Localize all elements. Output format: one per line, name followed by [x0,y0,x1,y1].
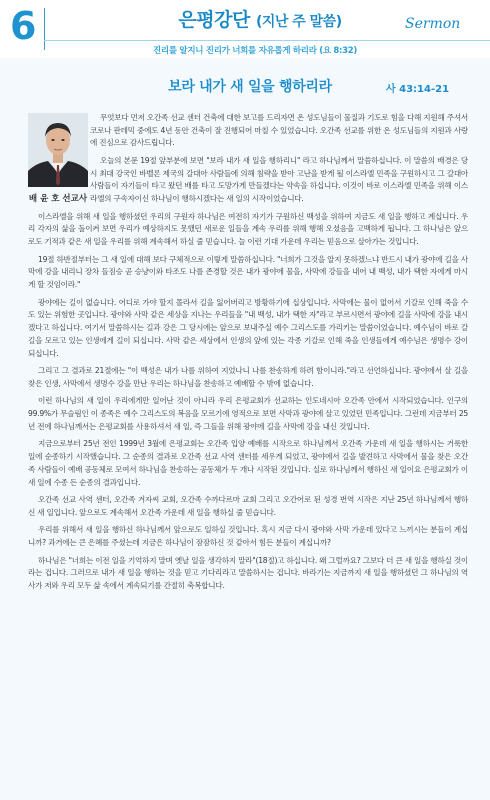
body-paragraph: 이런 하나님의 새 일이 우리에게만 일어난 것이 아니라 우리 은평교회가 선교하는 인도네시아 오간족 안에서 시작되었습니다. 인구의 99.9%가 무슬림인 이 종족은 예수 그리스도의 복음을 모르기에 영적으로 보면 사막과 광야에 살고 있었던 민족입니다. 그런데 지금부터 25년 전에 하나님께서는 은평교회를 사용하셔서 새 일, 즉 그들을 위해 광야에 길을 사막에 강을 내신 것입니다. [28,396,468,431]
sermon-body [28,112,468,598]
body-paragraph: 지금으로부터 25년 전인 1999년 3월에 은평교회는 오간족 입양 예배를 시작으로 하나님께서 오간족 가운데 새 일을 행하시는 거룩한 일에 순종하기 시작했습니다. 그 순종의 결과로 오간족 선교 사역 센터를 세우게 되었고, 광야에서 길을 발견하고 사막에서 물을 찾은 오간족 사람들이 예배 공동체로 모여서 하나님을 찬송하는 공동체가 두 개나 시작된 것입니다. 실로 하나님께서 행하신 새 일이요 은평교회가 이 새 일에 수종 든 순종의 결과입니다. [28,439,468,487]
body-paragraph: 오간족 선교 사역 센터, 오간족 겨자씨 교회, 오간족 수까다르마 교회 그리고 오간어로 된 성경 번역 시작은 지난 25년 하나님께서 행하신 새 일입니다. 앞으로도 계속해서 오간족 가운데 새 일을 행하실 줄 믿습니다. [28,495,468,517]
body-paragraph: 이스라엘을 위해 새 일을 행하셨던 우리의 구원자 하나님은 여전히 자기가 구원하신 백성을 위하여 지금도 새 일을 행하고 계십니다. 우리 각자의 삶을 돌이켜 보면 우리가 예상하지도 못했던 새로운 일들을 계속 우리를 위해 행해 오셨음을 고백하게 됩니다. 그 하나님은 앞으로도 기적과 같은 새 일을 우리를 위해 계속해서 하실 줄 믿습니다. 늘 이런 기대 가운데 우리는 믿음으로 살아가는 것입니다. [28,211,468,247]
body-paragraph: 그리고 그 결과로 21절에는 "이 백성은 내가 나를 위하여 지었나니 나를 찬송하게 하려 함이니라."라고 선언하십니다. 광야에서 살 길을 찾은 인생, 사막에서 생명수 강을 만난 우리는 하나님을 찬송하고 예배할 수 밖에 없습니다. [28,366,468,388]
body-paragraph: 우리를 위해서 새 일을 행하신 하나님께서 앞으로도 일하실 것입니다. 혹시 지금 다시 광야와 사막 가운데 있다고 느끼시는 분들이 계십니까? 과거에는 큰 은혜를 주셨는데 지금은 하나님이 잠잠하신 것 같아서 힘든 분들이 계십니까? [28,525,468,548]
scripture-reference: 사 43:14-21 [386,84,450,95]
body-paragraph: 19절 하반절부터는 그 새 일에 대해 보다 구체적으로 이렇게 말씀하십니다. "너희가 그것을 알지 못하겠느냐 반드시 내가 광야에 길을 사막에 강을 내리니 장차 들짐승 곧 승냥이와 타조도 나를 존경할 것은 내가 광야에 물을, 사막에 강들을 내어 내 백성, 내가 택한 자에게 마시게 할 것임이라." [28,254,468,290]
column-title-main: 은평강단 [178,9,250,31]
body-paragraph: 오늘의 본문 19절 앞부분에 보면 "보라 내가 새 일을 행하리니" 라고 하나님께서 말씀하십니다. 이 말씀의 배경은 당시 최대 강국인 바벨론 제국의 갈대아 사람들에 의해 침략을 받아 고난을 받게 될 이스라엘 민족을 구원하시고 그 갈대아 사람들이 자기들이 타고 왔던 배를 타고 도망가게 만들겠다는 약속을 하십니다. 이것이 바로 이스라엘 민족을 위해 이스라엘의 구속자이신 하나님이 행하시겠다는 새 일의 시작이었습니다. [90,156,468,204]
column-title [110,5,410,32]
header-horizontal-rule [44,40,490,41]
pastor-name: 배 윤 호 선교사 [28,194,88,204]
body-paragraph: 무엇보다 먼저 오간족 선교 센터 건축에 대한 보고를 드리자면 온 성도님들이 물질과 기도로 힘을 다해 지원해 주셔서 코로나 판데믹 중에도 4년 동안 건축이 잘 진행되어 마칠 수 있었습니다. 오간족 선교를 위한 온 성도님들의 지원과 사랑에 진심으로 감사드립니다. [90,113,468,148]
page-header [0,0,490,58]
tagline: 진리를 알지니 진리가 너희를 자유롭게 하리라 (요 8:32) [153,46,357,56]
body-paragraph: 광야에는 길이 없습니다. 어디로 가야 할지 몰라서 길을 잃어버리고 방황하기에 십상입니다. 사막에는 물이 없어서 기갈로 인해 죽을 수도 있는 위험한 곳입니다. 광야와 사막 같은 세상을 지나는 우리들을 "내 백성, 내가 택한 자"라고 부르시면서 광야에 길을 사막에 강을 내시겠다고 하십니다. 여기서 말씀하시는 길과 강은 그 당시에는 앞으로 보내주실 예수 그리스도를 가리키는 말씀이었습니다. 예수님이 바로 갈 길을 모르고 있는 인생에게 길이 되십니다. 사막 같은 세상에서 인생의 앞에 있는 각종 기갈로 인해 죽을 인생들에게 예수님은 생명수 강이 되십니다. [28,297,468,358]
column-title-sub: (지난 주 말씀) [255,14,342,30]
sermon-title: 보라 내가 새 일을 행하리라 [168,79,332,95]
header-vertical-rule [44,8,45,50]
page-number: 6 [10,4,36,48]
body-paragraph: 하나님은 "너희는 이전 일을 기억하지 말며 옛날 일을 생각하지 말라"(18절)고 하십니다. 왜 그럴까요? 그보다 더 큰 새 일을 행하실 것이라는 겁니다. 그러므로 내가 새 일을 행하는 것을 믿고 기다리라고 말씀하시는 겁니다. 바라기는 지금까지 새 일을 행하셨던 그 하나님의 역사가 저와 우리 모두 삶 속에서 계속되기를 간절히 축복합니다. [28,555,468,591]
section-label: Sermon [405,16,461,32]
